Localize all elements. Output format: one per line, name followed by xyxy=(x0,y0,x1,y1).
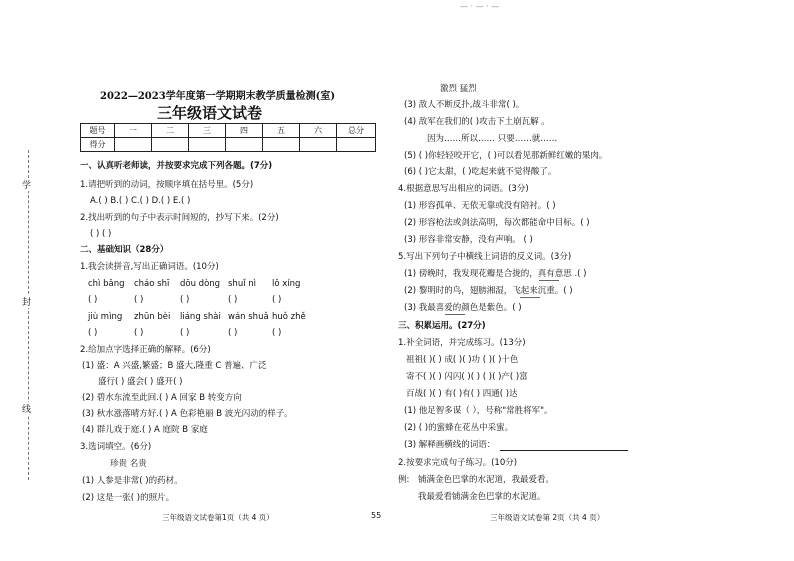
blank[interactable]: ( ) xyxy=(272,328,282,338)
idiom-use-line-1[interactable]: (1) 他足智多谋（ ），号称"常胜将军"。 xyxy=(404,406,553,416)
underline-mark xyxy=(539,280,559,281)
score-header-cell: 五 xyxy=(263,124,300,138)
question-2-1: 1.我会读拼音,写出正确词语。(10分) xyxy=(80,262,219,272)
example-sentence-2: 我最爱看铺满金色巴掌的水泥道。 xyxy=(418,492,546,502)
pinyin-6: jiù mìng xyxy=(88,312,123,322)
question-5-line-3[interactable]: (3) 我最喜爱的颜色是紫色。( ) xyxy=(404,303,522,313)
left-footer: 三年级语文试卷第1页（共 4 页） xyxy=(162,513,274,522)
score-cell[interactable] xyxy=(300,138,337,152)
section-1-heading: 一、认真听老师读，并按要求完成下列各题。(7分) xyxy=(80,161,273,171)
pinyin-1: chì bǎng xyxy=(88,279,125,289)
score-table xyxy=(80,123,376,152)
idiom-row-3[interactable]: 百战( )( ) 有( )有( ) 四通( )达 xyxy=(406,389,518,399)
question-2-3-line-2[interactable]: (2) 这是一张( )的照片。 xyxy=(82,493,175,503)
gutter-label-2: 封 xyxy=(22,295,31,308)
word-choices-right: 激烈 猛烈 xyxy=(440,84,477,94)
pinyin-8: liáng shài xyxy=(180,312,221,322)
example-sentence-1: 铺满金色巴掌的水泥道，我最爱看。 xyxy=(418,475,555,485)
question-5: 5.写出下列句子中横线上词语的反义词。(3分) xyxy=(398,252,572,262)
gutter-label-3: 线 xyxy=(22,402,31,415)
example-label: 例: xyxy=(398,475,410,485)
score-cell[interactable] xyxy=(115,138,152,152)
pinyin-7: zhūn bèi xyxy=(134,312,171,322)
gutter-label-1: 学 xyxy=(22,178,31,191)
right-line-4[interactable]: (4) 敌军在我们的( )攻击下土崩瓦解 。 xyxy=(404,117,550,127)
answer-blanks-1-1[interactable]: A.( ) B.( ) C.( ) D.( ) E.( ) xyxy=(90,196,191,206)
question-5-line-1[interactable]: (1) 傍晚时，我发现花瓣是合拢的，真有意思 .( ) xyxy=(404,269,587,279)
word-choices: 珍贵 名贵 xyxy=(110,459,147,469)
blank[interactable]: ( ) xyxy=(180,295,190,305)
question-3-2: 2.按要求完成句子练习。(10分) xyxy=(398,458,518,468)
score-cell[interactable] xyxy=(337,138,376,152)
score-header-cell: 三 xyxy=(189,124,226,138)
idiom-use-line-2[interactable]: (2) ( )的蜜蜂在花丛中采蜜。 xyxy=(404,423,514,433)
answer-blanks-1-2[interactable]: ( ) ( ) xyxy=(90,229,112,239)
blank[interactable]: ( ) xyxy=(228,328,238,338)
blank[interactable]: ( ) xyxy=(134,295,144,305)
conjunction-choices: 因为……所以…… 只要……就…… xyxy=(427,134,558,144)
idiom-use-line-3: (3) 解释画横线的词语： xyxy=(404,440,496,450)
pinyin-3: dōu dòng xyxy=(180,279,221,289)
blank[interactable]: ( ) xyxy=(180,328,190,338)
pinyin-4: shuǐ nì xyxy=(228,279,257,289)
question-4-line-2[interactable]: (2) 形容枪法或剑法高明，每次都能命中目标。( ) xyxy=(404,218,590,228)
blank[interactable]: ( ) xyxy=(134,328,144,338)
question-5-line-2[interactable]: (2) 黎明时的鸟，翅膀湘湿，飞起来沉重。( ) xyxy=(404,286,573,296)
underline-mark xyxy=(445,314,465,315)
pinyin-2: cháo shī xyxy=(134,279,170,289)
question-2-2-line-4[interactable]: (3) 秋水涨落晴方好.( ) A 色彩艳丽 B 波光闪动的样子。 xyxy=(82,409,293,419)
score-cell[interactable] xyxy=(152,138,189,152)
pinyin-10: huǒ zhě xyxy=(272,312,306,322)
question-4: 4.根据意思写出相应的词语。(3分) xyxy=(398,184,529,194)
question-3-1: 1.补全词语，并完成练习。(13分) xyxy=(398,338,526,348)
question-2-3: 3.选词填空。(6分) xyxy=(80,442,152,452)
question-2-2-line-2[interactable]: 盛行( ) 盛会( ) 盛开( ) xyxy=(98,377,183,387)
binding-line xyxy=(28,150,29,480)
blank[interactable]: ( ) xyxy=(272,295,282,305)
question-2-2-line-5[interactable]: (4) 群儿戏于庭.( ) A 庭院 B 家庭 xyxy=(82,425,208,435)
answer-line[interactable] xyxy=(500,450,628,451)
underline-mark xyxy=(520,297,540,298)
top-marks: — · — · — xyxy=(460,2,500,11)
pinyin-5: lǒ xíng xyxy=(272,279,301,289)
idiom-row-2[interactable]: 寄不( )( ) 闪闪( )( ) ( )( )产( )富 xyxy=(406,372,528,382)
blank[interactable]: ( ) xyxy=(228,295,238,305)
score-header-cell: 二 xyxy=(152,124,189,138)
blank[interactable]: ( ) xyxy=(88,328,98,338)
score-cell[interactable] xyxy=(263,138,300,152)
score-cell[interactable] xyxy=(189,138,226,152)
question-2-2-line-3[interactable]: (2) 碧水东流至此回.( ) A 回家 B 转变方向 xyxy=(82,393,242,403)
exam-title: 三年级语文试卷 xyxy=(157,104,263,122)
question-2-2-line-1: (1) 盛：A 兴盛,繁盛；B 盛大,隆重 C 普遍、广泛 xyxy=(82,361,267,371)
section-3-heading: 三、积累运用。(27分) xyxy=(398,321,486,331)
score-header-cell: 总分 xyxy=(337,124,376,138)
blank[interactable]: ( ) xyxy=(88,295,98,305)
question-1-1: 1.请把听到的动词，按顺序填在括号里。(5分) xyxy=(80,180,254,190)
right-line-3[interactable]: (3) 敌人不断反扑,战斗非常( )。 xyxy=(404,100,525,110)
score-row-label: 得分 xyxy=(81,138,115,152)
right-footer: 三年级语文试卷第 2页（共 4 页） xyxy=(490,513,605,522)
score-header-cell: 四 xyxy=(226,124,263,138)
score-header-cell: 六 xyxy=(300,124,337,138)
section-2-heading: 二、基础知识（28分） xyxy=(80,245,169,255)
question-1-2: 2.找出听到的句子中表示时间短的，抄写下来。(2分) xyxy=(80,213,279,223)
question-4-line-1[interactable]: (1) 形容孤单、无依无靠或没有陪衬。( ) xyxy=(404,201,556,211)
score-cell[interactable] xyxy=(226,138,263,152)
pinyin-9: wán shuǎ xyxy=(228,312,269,322)
right-line-6[interactable]: (6) ( )它太甜，( )吃起来就不觉得酸了。 xyxy=(404,167,557,177)
question-4-line-3[interactable]: (3) 形容非常安静，没有声响。 ( ) xyxy=(404,235,533,245)
score-header-cell: 题号 xyxy=(81,124,115,138)
right-line-5[interactable]: (5) ( )你轻轻咬开它，( )可以看见那新鲜红嫩的果肉。 xyxy=(404,151,608,161)
exam-header: 2022—2023学年度第一学期期末教学质量检测(室) xyxy=(100,91,336,102)
idiom-row-1[interactable]: 祖祖( )( ) 成( )( )功 ( )( )十色 xyxy=(406,355,519,365)
page-number: 55 xyxy=(371,511,382,520)
question-2-2: 2.给加点字选择正确的解释。(6分) xyxy=(80,345,211,355)
score-header-cell: 一 xyxy=(115,124,152,138)
question-2-3-line-1[interactable]: (1) 人参是非常( )的药材。 xyxy=(82,476,183,486)
